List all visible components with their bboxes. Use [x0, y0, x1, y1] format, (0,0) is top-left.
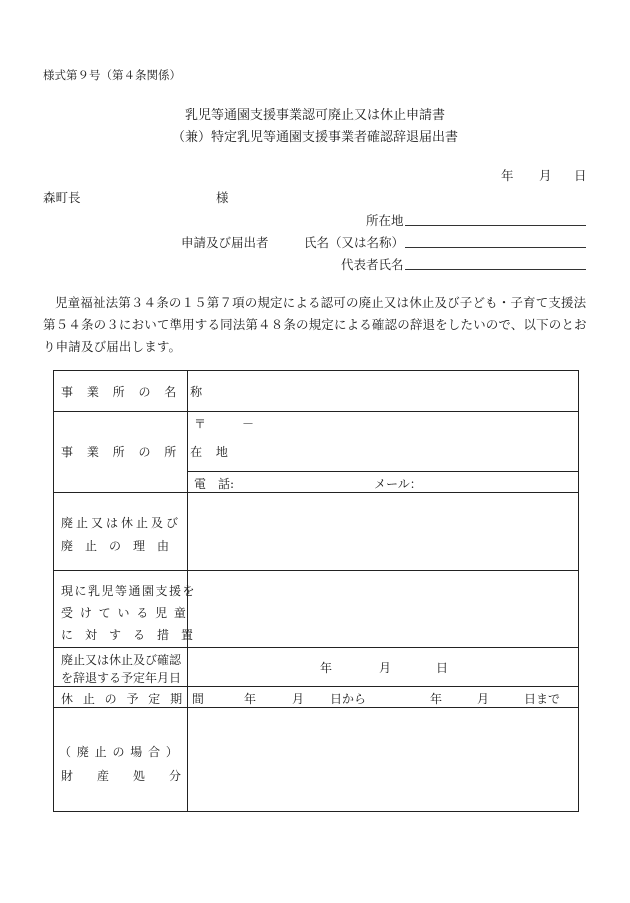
mail-label: メール：	[374, 477, 422, 491]
planned-year-label: 年	[320, 661, 333, 675]
measures-field[interactable]	[188, 571, 577, 646]
suspension-period-label: 休 止 の 予 定 期 間	[61, 692, 207, 706]
planned-day-label: 日	[436, 661, 449, 675]
planned-date-label-line2: を辞退する予定年月日	[61, 671, 182, 685]
representative-underline[interactable]	[405, 269, 586, 270]
name-label: 氏名（又は名称）	[304, 235, 405, 250]
date-month-label: 月	[539, 168, 552, 183]
address-label: 所在地	[366, 213, 404, 228]
facility-address-field[interactable]	[188, 412, 577, 470]
planned-month-label: 月	[379, 661, 392, 675]
application-form-table	[53, 370, 579, 812]
table-rule	[54, 686, 578, 687]
addressee-honorific: 様	[216, 190, 229, 205]
table-rule	[54, 647, 578, 648]
phone-row-divider	[187, 471, 578, 472]
reason-label-line2: 廃 止 の 理 由	[61, 539, 170, 553]
document-title-line1: 乳児等通園支援事業認可廃止又は休止申請書	[184, 108, 445, 123]
facility-address-label: 事 業 所 の 所 在 地	[61, 445, 233, 459]
property-label-line2: 財 産 処 分	[61, 769, 182, 783]
property-disposal-field[interactable]	[188, 708, 577, 811]
suspension-from-month: 月	[292, 692, 305, 706]
document-title-line2: （兼）特定乳児等通園支援事業者確認辞退届出書	[171, 130, 458, 145]
suspension-from-year: 年	[244, 692, 257, 706]
phone-field[interactable]	[244, 473, 374, 491]
body-paragraph: 児童福祉法第３４条の１５第７項の規定による認可の廃止又は休止及び子ども・子育て支援法第５４条の３において準用する同法第４８条の規定による確認の辞退をしたいので、以下のとおり申請及び届出します。	[43, 295, 587, 354]
measures-label-line3: に 対 す る 措 置	[61, 628, 194, 642]
suspension-to-year: 年	[430, 692, 443, 706]
name-underline[interactable]	[405, 247, 586, 248]
property-label-line1: （ 廃 止 の 場 合 ）	[59, 745, 179, 759]
address-underline[interactable]	[405, 225, 586, 226]
facility-name-label: 事 業 所 の 名 称	[61, 385, 208, 399]
suspension-to-day: 日まで	[524, 692, 561, 706]
suspension-from-day: 日から	[330, 692, 367, 706]
measures-label-line2: 受 け て い る 児 童	[61, 606, 188, 620]
phone-label: 電 話:	[194, 477, 235, 491]
date-year-label: 年	[501, 168, 514, 183]
postal-mark: 〒	[194, 417, 207, 431]
reason-field[interactable]	[188, 493, 577, 569]
postal-dash: －	[242, 417, 255, 431]
date-day-label: 日	[574, 168, 587, 183]
facility-name-field[interactable]	[188, 372, 577, 410]
mail-field[interactable]	[426, 473, 577, 491]
applicant-role-label: 申請及び届出者	[181, 235, 269, 250]
measures-label-line1: 現に乳児等通園支援を	[61, 584, 197, 598]
planned-date-label-line1: 廃止又は休止及び確認	[61, 653, 182, 667]
reason-label-line1: 廃止又は休止及び	[61, 516, 182, 530]
representative-label: 代表者氏名	[341, 257, 404, 272]
addressee-name: 森町長	[43, 190, 81, 205]
form-number: 様式第９号（第４条関係）	[43, 68, 181, 82]
suspension-to-month: 月	[477, 692, 490, 706]
